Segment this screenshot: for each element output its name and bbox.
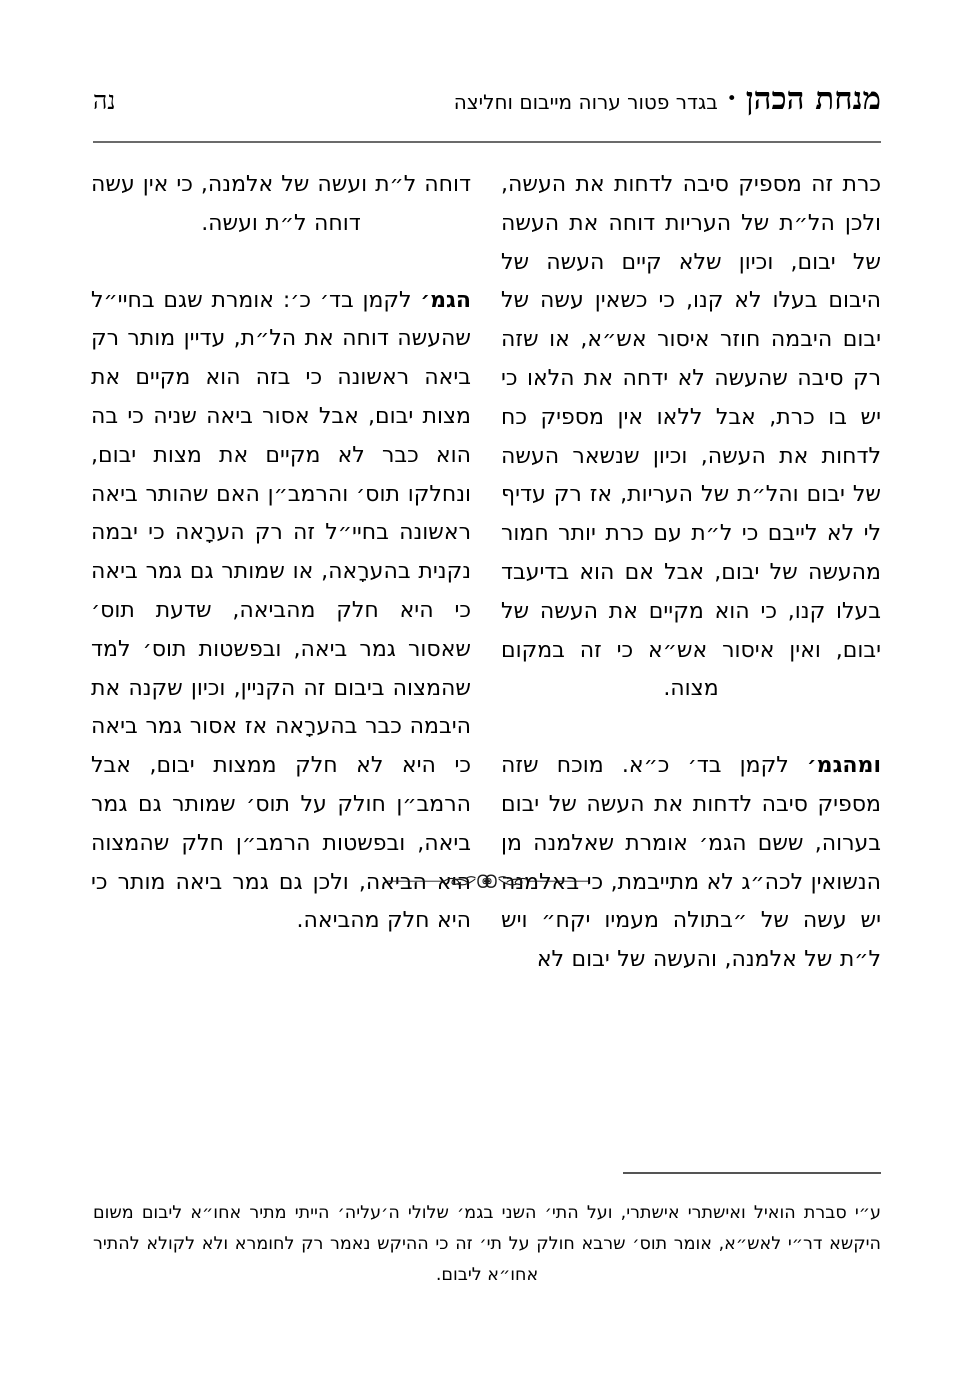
paragraph bbox=[501, 166, 881, 709]
paragraph bbox=[91, 282, 471, 942]
paragraph bbox=[501, 747, 881, 980]
paragraph bbox=[91, 166, 471, 244]
paragraph-text: לקמן בד׳ כ״א. מוכח שזה מספיק סיבה לדחות את העשה של יבום בערוה, ששם הגמ׳ אומרת שאלמנה מן הנשואין לכה״ג לא מתייבמת, כי באלמנה יש עשה של ״בתולה מעמיו יקח״ ויש ל״ת של אלמנה, והעשה של יבום לא bbox=[501, 753, 881, 973]
running-head bbox=[93, 81, 881, 136]
footnote-text: ע״י סברת הואיל ואישתרי אישתרי, ועל התי׳ השני בגמ׳ שלולי ה׳עליה׳ הייתי מתיר אחו״א ליבום משום היקשא דר״י לאש״א, אומר תוס׳ שרבא חולק על תי׳ זה כי ההיקש נאמר רק לחומרא ולא לקולא להתיר אחו״א ליבום. bbox=[93, 1203, 881, 1285]
header-divider-rule bbox=[93, 141, 881, 143]
bullet-separator-icon: • bbox=[726, 89, 737, 109]
paragraph-text: לקמן בד׳ כ׳: אומרת שגם בחיי״ל שהעשה דוחה את הל״ת, עדיין מותר רק ביאה ראשונה כי בזה הוא מקיים את מצות יבום, אבל אסור ביאה שניה כי בה הוא כבר לא מקיים את מצות יבום, ונחלקו תוס׳ והרמב״ן האם שהותר ביאה ראשונה בחיי״ל זה רק הערָאה כי יבמה נקנית בהערָאה, או שמותר גם גמר ביאה כי היא חלק מהביאה, שדעת תוס׳ שאסור גמר ביאה, ובפשטות תוס׳ למד שהמצוה ביבום זה הקניין, וכיון שקנה את היבמה כבר בהערָאה אז אסור גמר ביאה כי היא לא חלק ממצות יבום, אבל הרמב״ן חולק על תוס׳ שמותר גם גמר ביאה, ובפשטות הרמב״ן חלק שהמצוה היא הביאה, ולכן גם גמר ביאה מותר כי היא חלק מהביאה. bbox=[91, 287, 471, 934]
paragraph-lead-word: ומהגמ׳ bbox=[806, 753, 881, 779]
running-head-inner bbox=[93, 81, 881, 117]
paragraph-text: כרת זה מספיק סיבה לדחות את העשה, ולכן הל״ת של העריות דוחה את העשה של יבום, וכיון שלא קיים העשה של היבום בעלו לא קנו, כי כשאין עשה של יבום היבמה חוזר איסור אש״א, או שזה רק סיבה שהעשה לא ידחה את הלאו כי יש בו כרת, אבל ללאו אין מספיק כח לדחות את העשה, וכיון שנשאר העשה של יבום והל״ת של העריות, אז רק עדיף לי לא לייבם כי ל״ת עם כרת יותר חמור מהעשה של יבום, אבל אם הוא בדיעבד בעלו קנו, כי הוא מקיים את העשה של יבום, ואין איסור אש״א כי זה במקום מצוה. bbox=[501, 172, 881, 702]
chapter-subtitle: בגדר פטור ערוה מייבום וחליצה bbox=[453, 90, 718, 114]
decorative-flourish-icon bbox=[382, 870, 592, 892]
running-head-title-group bbox=[453, 81, 881, 117]
paragraph-lead-word: הגמ׳ bbox=[420, 287, 471, 313]
footnote-divider-rule bbox=[623, 1172, 881, 1174]
book-title: מנחת הכהן bbox=[745, 81, 881, 117]
section-ornament bbox=[0, 866, 974, 896]
paragraph-text: דוחה ל״ת ועשה של אלמנה, כי אין עשה דוחה ל״ת ועשה. bbox=[91, 172, 471, 236]
page-number: נה bbox=[93, 86, 116, 115]
